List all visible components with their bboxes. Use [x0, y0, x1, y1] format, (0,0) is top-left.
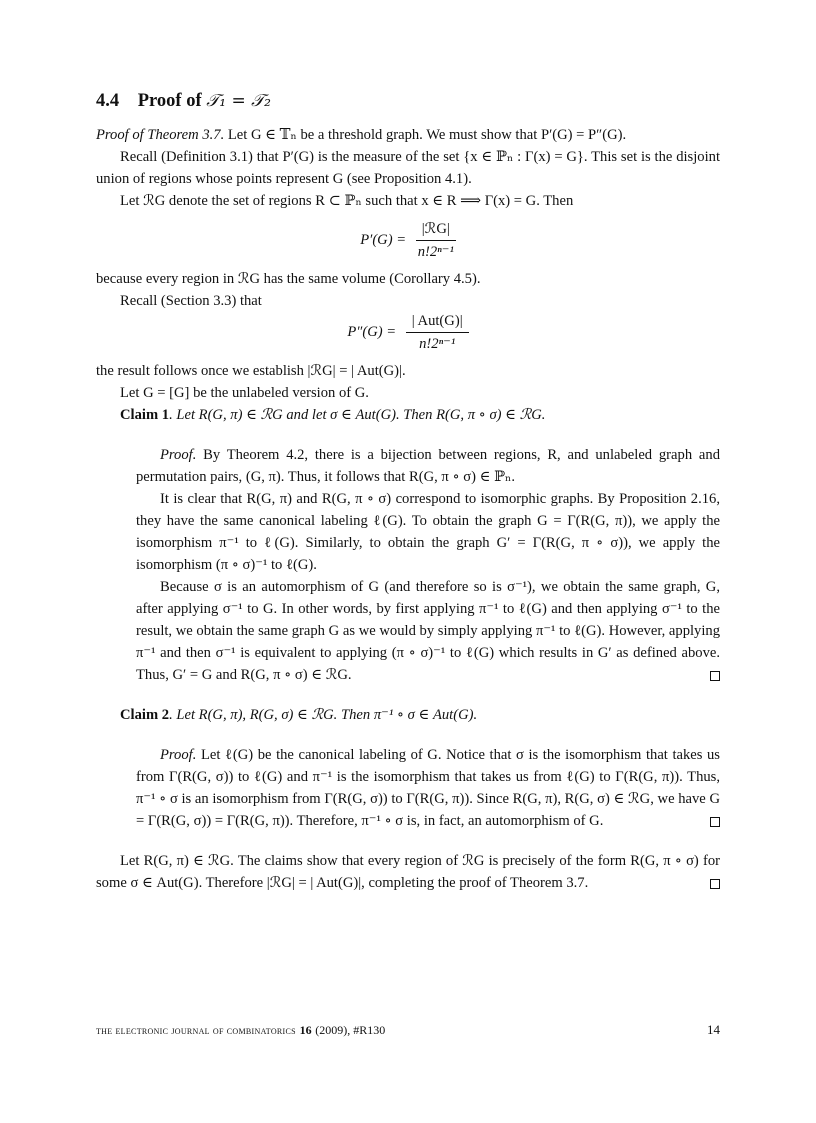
equation-1-lhs: P′(G) =	[360, 232, 407, 248]
section-number: 4.4	[96, 91, 120, 111]
page-number: 14	[707, 1022, 720, 1037]
claim-2-label: Claim 2	[120, 707, 170, 723]
claim-2-text: . Let R(G, π), R(G, σ) ∈ ℛG. Then π⁻¹ ∘ σ ∈ Aut(G).	[169, 707, 478, 723]
page-body	[96, 88, 720, 894]
claim-1-label: Claim 1	[120, 407, 170, 423]
paragraph-7: Let G = [G] be the unlabeled version of G.	[120, 385, 369, 401]
qed-box	[710, 817, 720, 827]
proof-1-text-c: Because σ is an automorphism of G (and therefore so is σ⁻¹), we obtain the same graph, G, after applying σ⁻¹ to G. In other words, by first applying π⁻¹ to ℓ(G) and then applying σ⁻¹ to the result, we obtain the same graph G as we would by simply applying π⁻¹ to ℓ(G). However, applying π⁻¹ and then σ⁻¹ is equivalent to applying (π ∘ σ)⁻¹ to ℓ(G) which results in G′ as defined above. Thus, G′ = G and R(G, π ∘ σ) ∈ ℛG.	[136, 579, 720, 683]
proof-2-paragraph	[136, 744, 720, 832]
section-title-math: 𝒯₁ = 𝒯₂	[206, 91, 271, 111]
final-paragraph-text: Let R(G, π) ∈ ℛG. The claims show that every region of ℛG is precisely of the form R(G, π ∘ σ) for some σ ∈ Aut(G). Therefore |ℛG| = | Aut(G)|, completing the proof of Theorem 3.7.	[96, 853, 720, 891]
equation-2-fraction	[406, 312, 469, 353]
proof-2-text: Let ℓ(G) be the canonical labeling of G. Notice that σ is the isomorphism that takes us from Γ(R(G, σ)) to ℓ(G) and π⁻¹ is the isomorphism that takes us from ℓ(G) to Γ(R(G, π)). Thus, π⁻¹ ∘ σ is an isomorphism from Γ(R(G, σ)) to Γ(R(G, π)). Since R(G, π), R(G, σ) ∈ ℛG, we have G = Γ(R(G, σ)) = Γ(R(G, π)). Therefore, π⁻¹ ∘ σ is, in fact, an automorphism of G.	[136, 747, 720, 829]
page-footer	[96, 1022, 720, 1038]
footer-volume: 16	[299, 1023, 312, 1037]
paragraph-3: Let ℛG denote the set of regions R ⊂ ℙₙ such that x ∈ R ⟹ Γ(x) = G. Then	[120, 193, 574, 209]
proof-1-paragraph-b: It is clear that R(G, π) and R(G, π ∘ σ) correspond to isomorphic graphs. By Proposition 2.16, they have the same canonical labeling ℓ(G). To obtain the graph G = Γ(R(G, π)), we apply the isomorphism π⁻¹ to ℓ(G). Similarly, to obtain the graph G′ = Γ(R(G, π ∘ σ)), we apply the isomorphism (π ∘ σ)⁻¹ to ℓ(G).	[136, 491, 720, 573]
claim-2	[96, 704, 720, 726]
paragraph-6: the result follows once we establish |ℛG| = | Aut(G)|.	[96, 363, 406, 379]
equation-2-numerator: | Aut(G)|	[406, 312, 469, 333]
claim-2-proof	[136, 744, 720, 832]
equation-1-denominator: n!2ⁿ⁻¹	[417, 244, 454, 260]
proof-1-text-a: By Theorem 4.2, there is a bijection between regions, R, and unlabeled graph and permutation pairs, (G, π). Thus, it follows that R(G, π ∘ σ) ∈ ℙₙ.	[136, 447, 720, 485]
paragraph-1-text: Let G ∈ 𝕋ₙ be a threshold graph. We must show that P′(G) = P″(G).	[224, 127, 627, 143]
proof-1-paragraph-a	[136, 444, 720, 488]
section-title: Proof of	[137, 91, 202, 111]
footer-journal-name: the electronic journal of combinatorics	[96, 1025, 296, 1037]
final-paragraph	[96, 850, 720, 894]
proof-of-theorem-label: Proof of Theorem 3.7.	[96, 127, 225, 143]
equation-1	[96, 220, 720, 262]
equation-2-denominator: n!2ⁿ⁻¹	[419, 336, 456, 352]
proof-2-label: Proof.	[160, 747, 197, 763]
equation-1-numerator: |ℛG|	[416, 220, 456, 241]
equation-2	[96, 312, 720, 354]
paragraph-1	[96, 124, 720, 146]
equation-1-fraction	[416, 220, 456, 261]
qed-box	[710, 671, 720, 681]
claim-1-proof	[136, 444, 720, 686]
paragraph-4: because every region in ℛG has the same volume (Corollary 4.5).	[96, 271, 481, 287]
claim-1-text: . Let R(G, π) ∈ ℛG and let σ ∈ Aut(G). Then R(G, π ∘ σ) ∈ ℛG.	[169, 407, 546, 423]
equation-2-lhs: P″(G) =	[347, 324, 397, 340]
qed-box	[710, 879, 720, 889]
paragraph-2: Recall (Definition 3.1) that P′(G) is the measure of the set {x ∈ ℙₙ : Γ(x) = G}. This set is the disjoint union of regions whose points represent G (see Proposition 4.1).	[96, 149, 720, 187]
proof-1-paragraph-c	[136, 576, 720, 686]
paragraph-5: Recall (Section 3.3) that	[120, 293, 262, 309]
footer-year-id: (2009), #R130	[315, 1023, 386, 1037]
proof-1-label: Proof.	[160, 447, 197, 463]
section-heading	[96, 88, 720, 114]
claim-1	[96, 404, 720, 426]
